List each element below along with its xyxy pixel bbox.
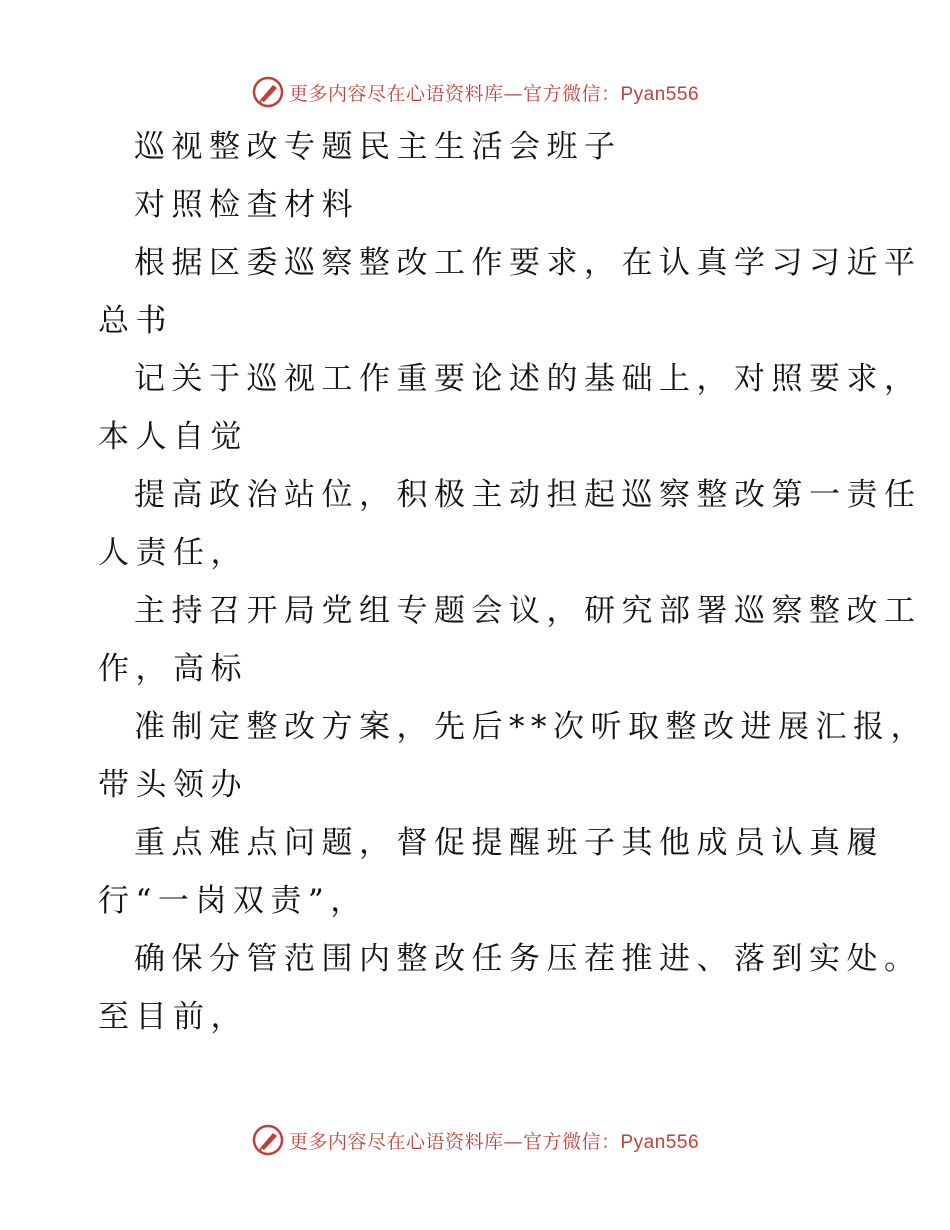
body-line: 提高政治站位，积极主动担起巡察整改第一责任: [134, 477, 922, 513]
banner-separator: —: [503, 1130, 523, 1153]
pen-logo-icon: [251, 1123, 285, 1157]
body-line: 主持召开局党组专题会议，研究部署巡察整改工: [134, 593, 922, 629]
body-line: 带头领办: [98, 767, 248, 803]
banner-wechat-id: Pyan556: [620, 1131, 700, 1153]
body-line: 确保分管范围内整改任务压茬推进、落到实处。: [134, 941, 922, 977]
banner-caption: [289, 1127, 699, 1154]
banner-wechat-label: 官方微信：: [522, 1130, 621, 1153]
doc-title-line-2: 对照检查材料: [134, 187, 359, 223]
pen-logo-icon: [251, 75, 285, 109]
header-banner: [0, 72, 950, 112]
banner-title: 更多内容尽在心语资料库: [288, 82, 504, 105]
body-line: 重点难点问题，督促提醒班子其他成员认真履: [134, 825, 884, 861]
body-line: 准制定整改方案，先后**次听取整改进展汇报，: [134, 709, 928, 745]
doc-title-line-1: 巡视整改专题民主生活会班子: [134, 129, 622, 165]
body-line: 总书: [98, 303, 173, 339]
footer-banner: [0, 1120, 950, 1160]
body-line: 本人自觉: [98, 419, 248, 455]
banner-wechat-id: Pyan556: [620, 83, 700, 105]
body-line: 记关于巡视工作重要论述的基础上，对照要求，: [134, 361, 922, 397]
body-line: 人责任，: [98, 535, 248, 571]
banner-title: 更多内容尽在心语资料库: [288, 1130, 504, 1153]
banner-caption: [289, 79, 699, 106]
body-line: 作，高标: [98, 651, 248, 687]
body-line: 至目前，: [98, 999, 248, 1035]
banner-wechat-label: 官方微信：: [522, 82, 621, 105]
banner-separator: —: [503, 82, 523, 105]
body-line: 根据区委巡察整改工作要求，在认真学习习近平: [134, 245, 922, 281]
body-line: 行“一岗双责”，: [98, 883, 368, 919]
